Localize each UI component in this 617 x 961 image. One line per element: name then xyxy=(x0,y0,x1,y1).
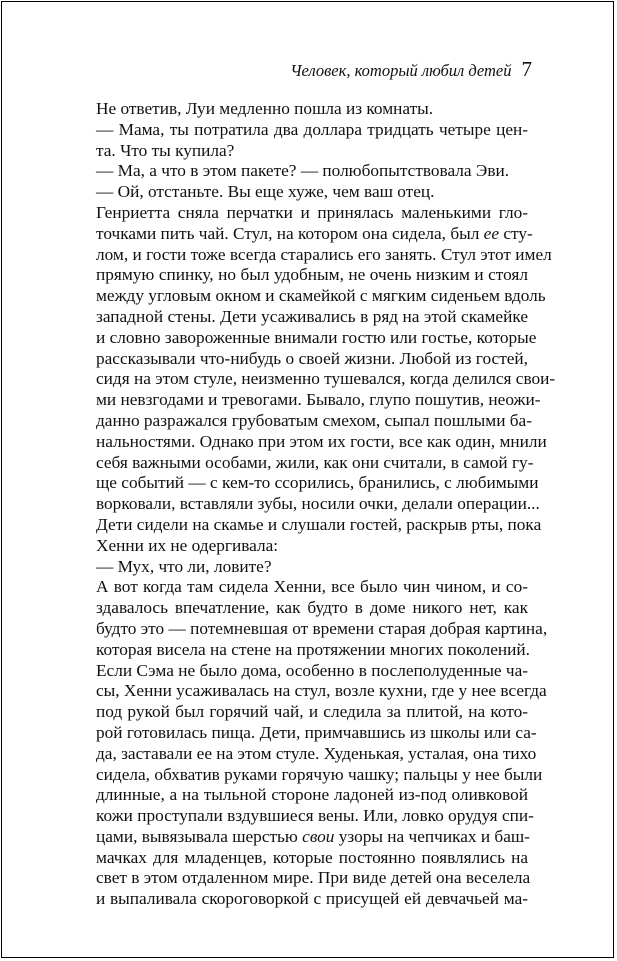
text-line: сидя на этом стуле, неизменно тушевался, когда делился свои- xyxy=(96,369,556,389)
text-line: — Ой, отстаньте. Вы еще хуже, чем ваш отец. xyxy=(96,182,435,202)
text-line: ще событий — с кем-то ссорились, бранились, с любимыми xyxy=(96,473,539,493)
text-line: Если Сэма не было дома, особенно в послеполуденные ча- xyxy=(96,660,529,680)
italic-emphasis: свои xyxy=(302,826,335,846)
text-line: и словно завороженные внимали гостю или гостье, которые xyxy=(96,327,537,347)
text-line: кожи проступали вздувшиеся вены. Или, ловко орудуя спи- xyxy=(96,806,534,826)
text-line: мачках для младенцев, которые постоянно появлялись на xyxy=(96,847,528,867)
text-line: длинные, а на тыльной стороне ладоней из-под оливковой xyxy=(96,785,528,805)
text-line: Генриетта сняла перчатки и принялась маленькими гло- xyxy=(96,202,528,222)
text-line: себя важными особами, жили, как они считали, в самой гу- xyxy=(96,452,534,472)
text-segment: точками пить чай. Стул, на котором она сидела, был xyxy=(96,223,484,243)
text-line xyxy=(96,223,533,245)
text-line: Хенни их не одергивала: xyxy=(96,535,279,555)
text-line: Не ответив, Луи медленно пошла из комнаты. xyxy=(96,99,434,118)
running-title: Человек, который любил детей xyxy=(290,61,512,80)
text-line: лом, и гости тоже всегда старались его занять. Стул этот имел xyxy=(96,244,552,264)
text-segment: цами, вывязывала шерстью xyxy=(96,826,303,846)
text-line: та. Что ты купила? xyxy=(96,140,235,160)
text-line: — Ма, а что в этом пакете? — полюбопытствовала Эви. xyxy=(96,161,510,181)
text-line: нальностями. Однако при этом их гости, все как один, мнили xyxy=(96,431,547,451)
text-line: и выпаливала скороговоркой с присущей ей девчачьей ма- xyxy=(96,889,528,909)
text-line: ворковали, вставляли зубы, носили очки, делали операции... xyxy=(96,494,540,514)
text-line: между угловым окном и скамейкой с мягким сиденьем вдоль xyxy=(96,286,546,306)
text-line: рой готовилась пища. Дети, примчавшись из школы или са- xyxy=(96,722,537,742)
running-header xyxy=(60,57,532,82)
text-body xyxy=(96,99,556,910)
text-line: которая висела на стене на протяжении многих поколений. xyxy=(96,639,530,659)
text-line: ми невзгодами и тревогами. Бывало, глупо пошутив, неожи- xyxy=(96,390,541,410)
text-line: А вот когда там сидела Хенни, все было чин чином, и со- xyxy=(96,577,528,597)
text-line: под рукой был горячий чай, и следила за плитой, на кото- xyxy=(96,702,528,722)
text-line: — Мама, ты потратила два доллара тридцать четыре цен- xyxy=(96,119,528,139)
text-line: да, заставали ее на этом стуле. Худенькая, усталая, она тихо xyxy=(96,743,537,763)
text-line: сидела, обхватив руками горячую чашку; пальцы у нее были xyxy=(96,764,543,784)
text-line: западной стены. Дети усаживались в ряд на этой скамейке xyxy=(96,306,528,326)
text-line: рассказывали что-нибудь о своей жизни. Любой из гостей, xyxy=(96,348,528,368)
text-line: данно разражался грубоватым смехом, сыпал пошлыми ба- xyxy=(96,410,532,430)
text-line: прямую спинку, но был удобным, не очень низким и стоял xyxy=(96,265,528,285)
text-line xyxy=(96,827,528,848)
page-number: 7 xyxy=(521,57,532,81)
text-segment: узоры на чепчиках и баш- xyxy=(334,826,530,846)
text-segment: сту- xyxy=(499,223,533,243)
italic-emphasis: ее xyxy=(483,223,500,243)
text-line: здавалось впечатление, как будто в доме никого нет, как xyxy=(96,598,528,618)
text-line: сы, Хенни усаживалась на стул, возле кухни, где у нее всегда xyxy=(96,681,547,701)
text-line: свет в этом отдаленном мире. При виде детей она веселела xyxy=(96,868,531,888)
text-line: будто это — потемневшая от времени старая добрая картина, xyxy=(96,618,548,638)
text-line: — Мух, что ли, ловите? xyxy=(96,556,272,576)
text-line: Дети сидели на скамье и слушали гостей, раскрыв рты, пока xyxy=(96,514,542,534)
